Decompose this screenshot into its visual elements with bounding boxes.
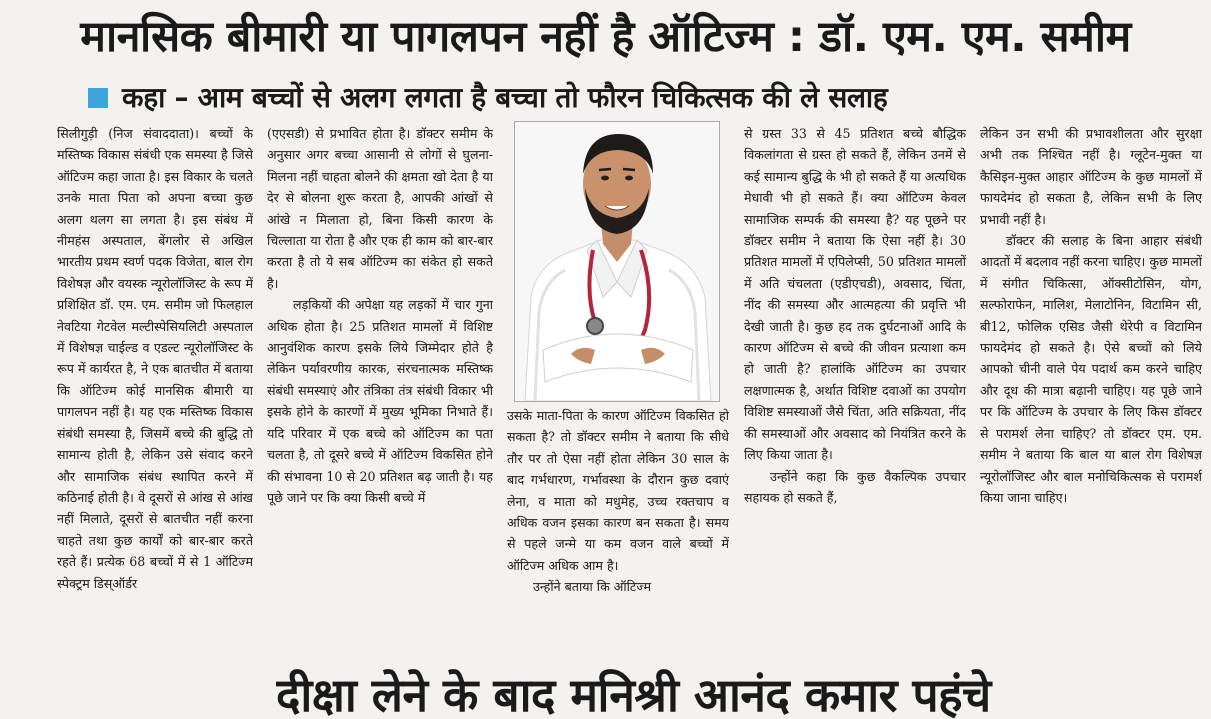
column-2-paragraph-2: लड़कियों की अपेक्षा यह लड़कों में चार गुना अधिक होता है। 25 प्रतिशत मामलों में विशिष्ट आनुवंशिक कारण इसके लिये जिम्मेदार होते है लेकिन पर्यावरणीय कारक, संरचनात्मक मस्तिष्क संबंधी समस्याएं और तंत्रिका तंत्र संबंधी विकार भी इसके होने के कारणों में मुख्य भूमिका निभाते हैं। यदि परिवार में एक बच्चे को ऑटिज्म का पता चलता है, तो दूसरे बच्चे में ऑटिज्म विकसित होने की संभावना 10 से 20 प्रतिशत बढ़ जाती है। यह पूछे जाने पर कि क्या किसी बच्चे में bbox=[267, 297, 493, 505]
doctor-portrait-icon bbox=[515, 122, 719, 401]
article-subheadline bbox=[88, 78, 887, 118]
article-column-4 bbox=[744, 123, 966, 658]
column-5-paragraph-1: लेकिन उन सभी की प्रभावशीलता और सुरक्षा अभी तक निश्चित नहीं है। ग्लूटेन-मुक्त या कैसिइन-मुक्त आहार ऑटिज्म के कुछ मामलों में फायदेमंद हो सकता है, लेकिन सभी के लिए प्रभावी नहीं है। bbox=[980, 126, 1202, 227]
article-column-1 bbox=[57, 123, 253, 719]
next-article-headline: दीक्षा लेने के बाद मनिश्री आनंद कमार पहंचे bbox=[276, 668, 991, 719]
doctor-photo bbox=[514, 121, 720, 402]
article-column-2 bbox=[267, 123, 493, 658]
article-headline: मानसिक बीमारी या पागलपन नहीं है ऑटिज्म : डॉ. एम. एम. समीम bbox=[80, 12, 1131, 62]
column-3-paragraph-2: उन्होंने बताया कि ऑटिज्म bbox=[533, 579, 651, 595]
square-bullet-icon bbox=[88, 88, 108, 108]
column-4-paragraph-1: से ग्रस्त 33 से 45 प्रतिशत बच्चे बौद्धिक विकलांगता से ग्रस्त हो सकते हैं, लेकिन उनमें से कई सामान्य बुद्धि के भी हो सकते हैं या अत्यधिक मेधावी भी हो सकते हैं। क्या ऑटिज्म केवल सामाजिक सम्पर्क की समस्या है? यह पूछने पर डॉक्टर समीम ने बताया कि ऐसा नहीं है। 30 प्रतिशत मामलों में एपिलेप्सी, 50 प्रतिशत मामलों में अति चंचलता (एडीएचडी), अवसाद, चिंता, नींद की समस्या और आत्महत्या की प्रवृत्ति भी देखी जाती है। कुछ हद तक दुर्घटनाओं आदि के कारण ऑटिज्म से बच्चे की जीवन प्रत्याशा कम हो जाती है? हालांकि ऑटिज्म का उपचार लक्षणात्मक है, अर्थात विशिष्ट दवाओं का उपयोग विशिष्ट समस्याओं जैसे चिंता, अति सक्रियता, नींद की समस्याओं और अवसाद को नियंत्रित करने के लिए किया जाता है। bbox=[744, 126, 966, 463]
column-5-paragraph-2: डॉक्टर की सलाह के बिना आहार संबंधी आदतों में बदलाव नहीं करना चाहिए। कुछ मामलों में संगीत चिकित्सा, ऑक्सीटोसिन, योग, सल्फोराफेन, मालिश, मेलाटोनिन, विटामिन सी, बी12, फोलिक एसिड जैसी थेरेपी व विटामिन फायदेमंद हो सकते है। ऐसे बच्चों को लिये आपको चीनी वाले पेय पदार्थ कम करने चाहिए और दूध की मात्रा बढ़ानी चाहिए। यह पूछे जाने पर कि ऑटिज्म के उपचार के लिए किस डॉक्टर से परामर्श लेना चाहिए? तो डॉक्टर एम. एम. समीम ने बताया कि बाल या बाल रोग विशेषज्ञ न्यूरोलॉजिस्ट और बाल मनोचिकित्सक से परामर्श किया जाना चाहिए। bbox=[980, 233, 1202, 505]
article-column-5 bbox=[980, 123, 1202, 658]
column-3-paragraph-1: उसके माता-पिता के कारण ऑटिज्म विकसित हो सकता है? तो डॉक्टर समीम ने बताया कि सीधे तौर पर तो ऐसा नहीं होता लेकिन 30 साल के बाद गर्भधारण, गर्भावस्था के दौरान कुछ दवाएं लेना, व माता को मधुमेह, उच्च रक्तचाप व अधिक वजन इसका कारण बन सकता है। समय से पहले जन्मे या कम वजन वाले बच्चों में ऑटिज्म अधिक आम है। bbox=[507, 408, 729, 573]
subheadline-text: कहा – आम बच्चों से अलग लगता है बच्चा तो फौरन चिकित्सक की ले सलाह bbox=[122, 81, 888, 114]
article-column-3 bbox=[507, 405, 729, 655]
column-1-paragraph-1: सिलीगुड़ी (निज संवाददाता)। बच्चों के मस्तिष्क विकास संबंधी एक समस्या है जिसे ऑटिज्म कहा जाता है। इस विकार के चलते उनके माता पिता को अपना बच्चा कुछ अलग थलग सा लगता है। इस संबंध में नीमहंस अस्पताल, बेंगलोर से अखिल भारतीय प्रथम स्वर्ण पदक विजेता, बाल रोग विशेषज्ञ और वयस्क न्यूरोलॉजिस्ट के रूप में प्रशिक्षित डॉ. एम. एम. समीम जो फिलहाल नेवटिया गेटवेल मल्टीस्पेसियलिटी अस्पताल में विशेषज्ञ चाईल्ड व एडल्ट न्यूरोलॉजिस्ट के रूप में कार्यरत है, ने एक बातचीत में बताया कि ऑटिज्म कोई मानसिक बीमारी या पागलपन नहीं है। यह एक मस्तिष्क विकास संबंधी समस्या है, जिसमें बच्चे की बुद्धि तो सामान्य होती है, लेकिन उसे संवाद करने और सामाजिक संबंध स्थापित करने में कठिनाई होती है। वे दूसरों से आंख से आंख नहीं मिलाते, दूसरों से बातचीत नहीं करना चाहते तथा कुछ कार्यों को बार-बार करते रहते हैं। प्रत्येक 68 बच्चों में से 1 ऑटिज्म स्पेक्ट्रम डिस्ऑर्डर bbox=[57, 126, 253, 591]
column-2-paragraph-1: (एएसडी) से प्रभावित होता है। डॉक्टर समीम के अनुसार अगर बच्चा आसानी से लोगों से घुलना-मिलना नहीं चाहता बोलने की क्षमता खो देता है या देर से बोलना शुरू करता है, आपकी आंखों से आंखे न मिलाता हो, बिना किसी कारण के चिल्लाता या रोता है और एक ही काम को बार-बार करता है तो ये सब ऑटिज्म का संकेत हो सकते है। bbox=[267, 126, 493, 291]
column-4-paragraph-2: उन्होंने कहा कि कुछ वैकल्पिक उपचार सहायक हो सकते हैं, bbox=[744, 468, 966, 505]
